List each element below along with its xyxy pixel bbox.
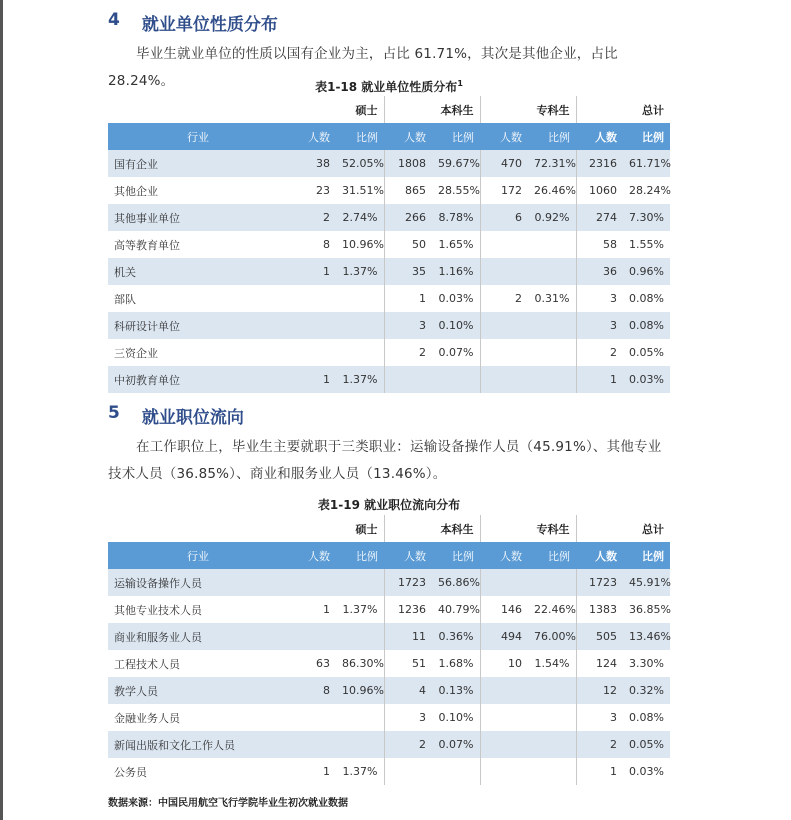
table-1-18-caption-text: 表1-18 就业单位性质分布 xyxy=(315,80,458,94)
table-cell: 1.37% xyxy=(336,366,384,393)
table-cell: 1723 xyxy=(576,569,623,596)
table-cell xyxy=(480,731,528,758)
table-cell: 1.16% xyxy=(432,258,480,285)
row-label-cell: 其他企业 xyxy=(114,184,158,198)
table-row xyxy=(108,231,670,258)
column-header-cell: 人数 xyxy=(480,542,528,569)
column-header-row xyxy=(108,123,670,150)
footnote-mark: 1 xyxy=(457,79,463,88)
unit-nature-table xyxy=(108,96,670,393)
table-cell: 26.46% xyxy=(534,184,576,197)
column-header-cell: 人数 xyxy=(576,123,623,150)
column-header-cell: 人数 xyxy=(480,123,528,150)
table-cell xyxy=(336,312,384,339)
table-cell: 0.08% xyxy=(629,711,664,724)
table-cell: 36.85% xyxy=(629,603,671,616)
group-header-cell: 总计 xyxy=(576,515,670,542)
table-cell xyxy=(528,704,576,731)
table-cell: 0.10% xyxy=(432,312,480,339)
table-cell: 172 xyxy=(480,177,528,204)
table-cell xyxy=(480,677,528,704)
table-cell: 22.46% xyxy=(534,603,576,616)
table-cell: 266 xyxy=(384,204,432,231)
table-cell: 0.03% xyxy=(438,292,474,305)
table-row xyxy=(108,569,670,596)
group-header-cell: 硕士 xyxy=(355,522,378,536)
column-header-cell: 比例 xyxy=(336,542,384,569)
table-1-19-caption-text: 表1-19 就业职位流向分布 xyxy=(317,498,461,512)
table-cell xyxy=(480,258,528,285)
table-cell: 1.37% xyxy=(342,603,378,616)
table-row xyxy=(108,704,670,731)
table-cell xyxy=(336,623,384,650)
table-cell: 11 xyxy=(384,623,432,650)
table-cell: 28.55% xyxy=(438,184,480,197)
table-cell: 40.79% xyxy=(438,603,480,616)
table-cell xyxy=(528,258,576,285)
column-header-cell: 比例 xyxy=(623,123,670,150)
table-cell: 0.08% xyxy=(629,292,664,305)
row-label-cell: 中初教育单位 xyxy=(108,366,288,393)
row-label-cell: 运输设备操作人员 xyxy=(108,569,288,596)
table-row xyxy=(108,758,670,785)
table-row xyxy=(108,623,670,650)
table-cell: 0.96% xyxy=(623,258,670,285)
table-cell xyxy=(480,704,528,731)
table-cell: 8.78% xyxy=(432,204,480,231)
table-cell: 36 xyxy=(576,258,623,285)
column-header-row xyxy=(108,542,670,569)
table-cell: 1723 xyxy=(384,569,432,596)
table-cell xyxy=(336,339,384,366)
table-cell xyxy=(432,366,480,393)
table-cell: 10 xyxy=(480,650,528,677)
table-cell: 0.92% xyxy=(528,204,576,231)
table-cell: 494 xyxy=(480,623,528,650)
column-header-cell: 行业 xyxy=(108,542,288,569)
column-header-cell: 比例 xyxy=(528,542,576,569)
table-cell: 0.03% xyxy=(629,765,664,778)
row-label-cell: 科研设计单位 xyxy=(108,312,288,339)
section-5-heading xyxy=(108,403,244,428)
table-cell xyxy=(480,312,528,339)
table-1-18-caption xyxy=(108,78,670,95)
row-label-cell: 三资企业 xyxy=(114,346,158,360)
table-cell: 72.31% xyxy=(528,150,576,177)
table-cell xyxy=(384,758,432,785)
row-label-cell: 其他事业单位 xyxy=(108,204,288,231)
table-cell: 1 xyxy=(576,366,623,393)
table-cell: 10.96% xyxy=(342,238,384,251)
table-row xyxy=(108,258,670,285)
table-cell xyxy=(336,569,384,596)
table-cell xyxy=(288,285,336,312)
table-cell: 50 xyxy=(384,231,432,258)
table-cell: 2 xyxy=(384,731,432,758)
section-5-number: 5 xyxy=(108,403,120,423)
table-cell: 61.71% xyxy=(623,150,670,177)
table-cell: 0.07% xyxy=(432,731,480,758)
table-cell: 58 xyxy=(576,231,623,258)
table-cell: 28.24% xyxy=(629,184,671,197)
group-header-cell: 专科生 xyxy=(480,96,576,123)
row-label-cell: 其他专业技术人员 xyxy=(114,603,202,617)
table-cell: 76.00% xyxy=(528,623,576,650)
table-cell: 59.67% xyxy=(432,150,480,177)
row-label-cell: 国有企业 xyxy=(108,150,288,177)
table-cell: 1383 xyxy=(576,596,623,623)
table-cell xyxy=(288,731,336,758)
group-header-row xyxy=(108,515,670,542)
column-header-cell: 比例 xyxy=(432,542,480,569)
table-cell: 1.68% xyxy=(438,657,474,670)
table-cell: 3 xyxy=(576,285,623,312)
table-cell: 2 xyxy=(384,339,432,366)
table-cell: 86.30% xyxy=(342,657,384,670)
column-header-cell: 比例 xyxy=(528,123,576,150)
table-row xyxy=(108,285,670,312)
table-cell xyxy=(384,366,432,393)
table-cell: 0.05% xyxy=(629,346,664,359)
group-header-cell: 总计 xyxy=(576,96,670,123)
table-cell: 1.37% xyxy=(342,765,378,778)
column-header-cell: 人数 xyxy=(384,123,432,150)
table-cell: 1 xyxy=(576,758,623,785)
table-cell: 51 xyxy=(384,650,432,677)
table-cell: 1 xyxy=(288,258,336,285)
table-cell: 0.08% xyxy=(623,312,670,339)
section-4-number: 4 xyxy=(108,10,120,30)
table-cell: 1.37% xyxy=(336,258,384,285)
table-cell: 0.13% xyxy=(432,677,480,704)
section-4-heading xyxy=(108,10,278,35)
group-header-blank xyxy=(108,515,288,542)
table-cell: 56.86% xyxy=(432,569,480,596)
section-4-paragraph: 毕业生就业单位的性质以国有企业为主，占比 61.71%，其次是其他企业，占比 28.24%。 xyxy=(108,46,618,89)
row-label-cell: 商业和服务业人员 xyxy=(108,623,288,650)
table-cell: 3 xyxy=(576,312,623,339)
table-row xyxy=(108,366,670,393)
table-cell: 2 xyxy=(576,731,623,758)
row-label-cell: 教学人员 xyxy=(108,677,288,704)
table-cell: 52.05% xyxy=(336,150,384,177)
table-cell: 1.55% xyxy=(629,238,664,251)
table-cell xyxy=(480,339,528,366)
table-cell xyxy=(528,231,576,258)
table-cell: 1060 xyxy=(576,177,623,204)
section-5-paragraph: 在工作职位上，毕业生主要就职于三类职业：运输设备操作人员（45.91%）、其他专业技术人员（36.85%）、商业和服务业人员（13.46%）。 xyxy=(108,439,662,482)
table-row xyxy=(108,650,670,677)
table-cell xyxy=(528,758,576,785)
table-cell xyxy=(528,569,576,596)
table-cell: 0.31% xyxy=(534,292,570,305)
table-cell xyxy=(480,366,528,393)
job-position-table xyxy=(108,515,670,785)
row-label-cell: 金融业务人员 xyxy=(114,711,180,725)
table-cell: 3 xyxy=(576,704,623,731)
column-header-cell: 人数 xyxy=(288,123,336,150)
table-cell xyxy=(528,731,576,758)
table-cell: 274 xyxy=(576,204,623,231)
table-cell: 0.36% xyxy=(432,623,480,650)
table-cell: 6 xyxy=(480,204,528,231)
table-cell xyxy=(288,704,336,731)
table-cell: 8 xyxy=(323,238,330,251)
table-row xyxy=(108,204,670,231)
table-cell: 0.03% xyxy=(623,366,670,393)
table-cell: 505 xyxy=(576,623,623,650)
table-row xyxy=(108,596,670,623)
table-cell: 10.96% xyxy=(336,677,384,704)
table-cell: 1.54% xyxy=(534,657,570,670)
table-cell xyxy=(288,312,336,339)
table-cell: 1.65% xyxy=(438,238,474,251)
table-cell xyxy=(288,339,336,366)
section-4-title: 就业单位性质分布 xyxy=(141,15,278,35)
row-label-cell: 机关 xyxy=(108,258,288,285)
table-row xyxy=(108,731,670,758)
table-cell: 1 xyxy=(323,603,330,616)
table-cell xyxy=(528,312,576,339)
table-cell: 2316 xyxy=(576,150,623,177)
column-header-cell: 比例 xyxy=(432,123,480,150)
row-label-cell: 工程技术人员 xyxy=(114,657,180,671)
column-header-cell: 比例 xyxy=(623,542,670,569)
column-header-cell: 行业 xyxy=(108,123,288,150)
table-cell: 124 xyxy=(576,650,623,677)
table-cell: 0.05% xyxy=(623,731,670,758)
row-label-cell: 新闻出版和文化工作人员 xyxy=(108,731,288,758)
table-cell xyxy=(336,285,384,312)
table-row xyxy=(108,339,670,366)
group-header-cell: 本科生 xyxy=(384,515,480,542)
table-cell: 2 xyxy=(288,204,336,231)
table-cell: 7.30% xyxy=(623,204,670,231)
page-left-border xyxy=(0,0,3,820)
group-header-cell: 专科生 xyxy=(480,515,576,542)
table-cell: 0.32% xyxy=(623,677,670,704)
table-cell: 8 xyxy=(288,677,336,704)
table-cell xyxy=(432,758,480,785)
table-cell: 4 xyxy=(384,677,432,704)
column-header-cell: 比例 xyxy=(336,123,384,150)
table-cell xyxy=(480,231,528,258)
table-cell: 2 xyxy=(576,339,623,366)
row-label-cell: 高等教育单位 xyxy=(114,238,180,252)
table-cell: 3.30% xyxy=(629,657,664,670)
section-5-title: 就业职位流向 xyxy=(141,408,244,428)
table-cell xyxy=(528,677,576,704)
group-header-cell: 本科生 xyxy=(384,96,480,123)
table-cell xyxy=(528,339,576,366)
table-1-19-caption xyxy=(108,496,670,513)
table-row xyxy=(108,177,670,204)
table-cell: 470 xyxy=(480,150,528,177)
row-label-cell: 部队 xyxy=(114,292,136,306)
table-cell: 1 xyxy=(323,765,330,778)
table-cell: 0.10% xyxy=(438,711,474,724)
row-label-cell: 公务员 xyxy=(114,765,147,779)
table-cell: 45.91% xyxy=(623,569,670,596)
table-cell xyxy=(336,731,384,758)
data-source-note: 数据来源：中国民用航空飞行学院毕业生初次就业数据 xyxy=(108,798,348,809)
table-cell: 63 xyxy=(316,657,330,670)
table-cell: 1 xyxy=(288,366,336,393)
table-cell: 3 xyxy=(384,312,432,339)
table-cell: 2 xyxy=(480,285,528,312)
table-cell xyxy=(336,704,384,731)
table-cell: 35 xyxy=(384,258,432,285)
table-row xyxy=(108,677,670,704)
column-header-cell: 人数 xyxy=(384,542,432,569)
group-header-row xyxy=(108,96,670,123)
table-cell: 146 xyxy=(480,596,528,623)
table-cell xyxy=(480,569,528,596)
table-cell: 3 xyxy=(384,704,432,731)
table-cell xyxy=(288,623,336,650)
table-row xyxy=(108,150,670,177)
table-cell: 1236 xyxy=(384,596,432,623)
table-row xyxy=(108,312,670,339)
table-cell: 13.46% xyxy=(623,623,670,650)
group-header-blank xyxy=(108,96,288,123)
column-header-cell: 人数 xyxy=(288,542,336,569)
table-cell: 23 xyxy=(316,184,330,197)
group-header-cell: 硕士 xyxy=(355,103,378,117)
table-cell: 2.74% xyxy=(336,204,384,231)
table-cell xyxy=(480,758,528,785)
table-cell: 1808 xyxy=(384,150,432,177)
table-cell: 38 xyxy=(288,150,336,177)
table-cell: 31.51% xyxy=(342,184,384,197)
table-cell: 0.07% xyxy=(438,346,474,359)
table-cell: 865 xyxy=(384,177,432,204)
column-header-cell: 人数 xyxy=(576,542,623,569)
table-cell xyxy=(288,569,336,596)
table-cell: 1 xyxy=(384,285,432,312)
table-cell xyxy=(528,366,576,393)
table-cell: 12 xyxy=(576,677,623,704)
